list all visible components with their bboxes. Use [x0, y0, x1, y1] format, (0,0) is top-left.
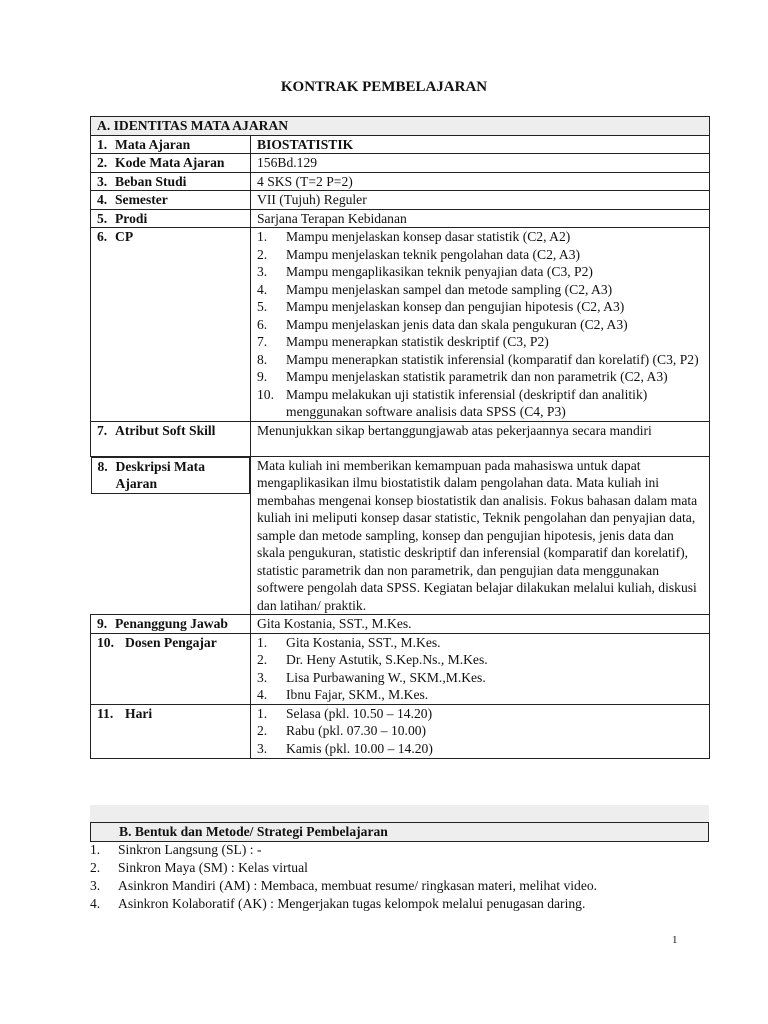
list-item: 2. Dr. Heny Astutik, S.Kep.Ns., M.Kes.	[257, 652, 488, 667]
row-label: CP	[115, 229, 134, 244]
row-number: 9.	[97, 616, 108, 631]
row-label: Semester	[115, 192, 168, 207]
table-row	[91, 191, 710, 210]
row-number: 6.	[97, 229, 108, 244]
list-item: 5. Mampu menjelaskan konsep dan pengujian hipotesis (C2, A3)	[257, 299, 625, 314]
list-item: 1. Selasa (pkl. 10.50 – 14.20)	[257, 705, 433, 721]
row-label: Penanggung Jawab	[115, 616, 228, 631]
list-item: 6. Mampu menjelaskan jenis data dan skala pengukuran (C2, A3)	[257, 316, 628, 332]
row-label: Kode Mata Ajaran	[115, 155, 225, 170]
dosen-list	[257, 634, 705, 704]
table-row	[91, 456, 710, 615]
list-item: 2. Mampu menjelaskan teknik pengolahan data (C2, A3)	[257, 246, 581, 262]
row-label: Beban Studi	[115, 173, 187, 189]
table-row	[91, 209, 710, 228]
row-value: VII (Tujuh) Reguler	[251, 191, 710, 210]
section-a-heading: A. IDENTITAS MATA AJARAN	[91, 117, 710, 136]
identitas-table	[90, 116, 710, 759]
table-row	[91, 421, 710, 456]
row-number: 1.	[97, 136, 108, 152]
list-item: 4. Mampu menjelaskan sampel dan metode sampling (C2, A3)	[257, 281, 613, 297]
list-item: 9. Mampu menjelaskan statistik parametrik dan non parametrik (C2, A3)	[257, 369, 668, 384]
row-number: 2.	[97, 155, 108, 170]
row-value: BIOSTATISTIK	[251, 135, 710, 154]
row-value: Mata kuliah ini memberikan kemampuan pada mahasiswa untuk dapat mengaplikasikan ilmu biostatistik dalam pengolahan data. Mata kuliah ini membahas mengenai konsep biostatistik dan analisis. Fokus bahasan dalam mata kuliah ini meliputi konsep dasar statistic, Teknik pengolahan dan penyajian data, sample dan metode sampling, konsep dan pengujian hipotesis, jenis data dan skala pengukuran, statistic deskriptif dan inferensial (komparatif dan korelatif), statistic parametrik dan non parametrik, dan pengujian data menggunakan softwere pengolah data SPSS. Kegiatan belajar dilakukan melalui kuliah, diskusi dan latihan/ praktik.	[251, 456, 710, 615]
list-item: 4. Ibnu Fajar, SKM., M.Kes.	[257, 687, 429, 702]
row-label: Hari	[125, 705, 153, 721]
list-item: 8. Mampu menerapkan statistik inferensial (komparatif dan korelatif) (C3, P2)	[257, 351, 699, 367]
list-item: 3. Asinkron Mandiri (AM) : Membaca, membuat resume/ ringkasan materi, melihat video.	[90, 878, 598, 893]
list-item: 1. Mampu menjelaskan konsep dasar statistik (C2, A2)	[257, 229, 571, 244]
row-label: Prodi	[115, 210, 148, 226]
list-item: 1. Gita Kostania, SST., M.Kes.	[257, 634, 441, 650]
table-row	[91, 615, 710, 634]
page-number: 1	[672, 934, 678, 946]
row-value: 156Bd.129	[251, 154, 710, 173]
row-number: 4.	[97, 192, 108, 207]
row-number: 3.	[97, 173, 108, 189]
row-value: Menunjukkan sikap bertanggungjawab atas pekerjaannya secara mandiri	[251, 421, 710, 456]
list-item: 2. Sinkron Maya (SM) : Kelas virtual	[90, 860, 308, 875]
row-number: 10.	[97, 634, 114, 650]
table-row	[91, 704, 710, 759]
list-item: 3. Kamis (pkl. 10.00 – 14.20)	[257, 740, 433, 756]
row-label: Atribut Soft Skill	[115, 422, 216, 438]
list-item: 10. Mampu melakukan uji statistik inferensial (deskriptif dan analitik) menggunakan software analisis data SPSS (C4, P3)	[257, 386, 648, 419]
row-number: 8.	[97, 458, 108, 474]
row-value: Sarjana Terapan Kebidanan	[251, 209, 710, 228]
page-title: KONTRAK PEMBELAJARAN	[280, 79, 488, 95]
row-number: 11.	[97, 705, 114, 721]
methods-list	[90, 841, 710, 913]
row-label: Mata Ajaran	[115, 136, 191, 152]
list-item: 1. Sinkron Langsung (SL) : -	[90, 842, 262, 857]
section-b-heading: B. Bentuk dan Metode/ Strategi Pembelajaran	[90, 822, 709, 842]
list-item: 3. Lisa Purbawaning W., SKM.,M.Kes.	[257, 669, 486, 685]
row-value: 4 SKS (T=2 P=2)	[251, 172, 710, 191]
table-row	[91, 135, 710, 154]
row-label: Dosen Pengajar	[125, 634, 217, 650]
row-number: 5.	[97, 210, 108, 226]
table-row	[91, 228, 710, 422]
list-item: 3. Mampu mengaplikasikan teknik penyajian data (C3, P2)	[257, 264, 593, 279]
table-row	[91, 633, 710, 704]
list-item: 4. Asinkron Kolaboratif (AK) : Mengerjakan tugas kelompok melalui penugasan daring.	[90, 896, 586, 911]
row-value: Gita Kostania, SST., M.Kes.	[251, 615, 710, 634]
hari-list	[257, 705, 705, 758]
row-number: 7.	[97, 422, 108, 438]
table-row	[91, 172, 710, 191]
table-row	[91, 154, 710, 173]
list-item: 7. Mampu menerapkan statistik deskriptif (C3, P2)	[257, 334, 549, 349]
cp-list	[257, 228, 705, 421]
list-item: 2. Rabu (pkl. 07.30 – 10.00)	[257, 723, 427, 738]
row-label: Deskripsi Mata Ajaran	[115, 458, 205, 491]
section-gap	[90, 805, 709, 822]
